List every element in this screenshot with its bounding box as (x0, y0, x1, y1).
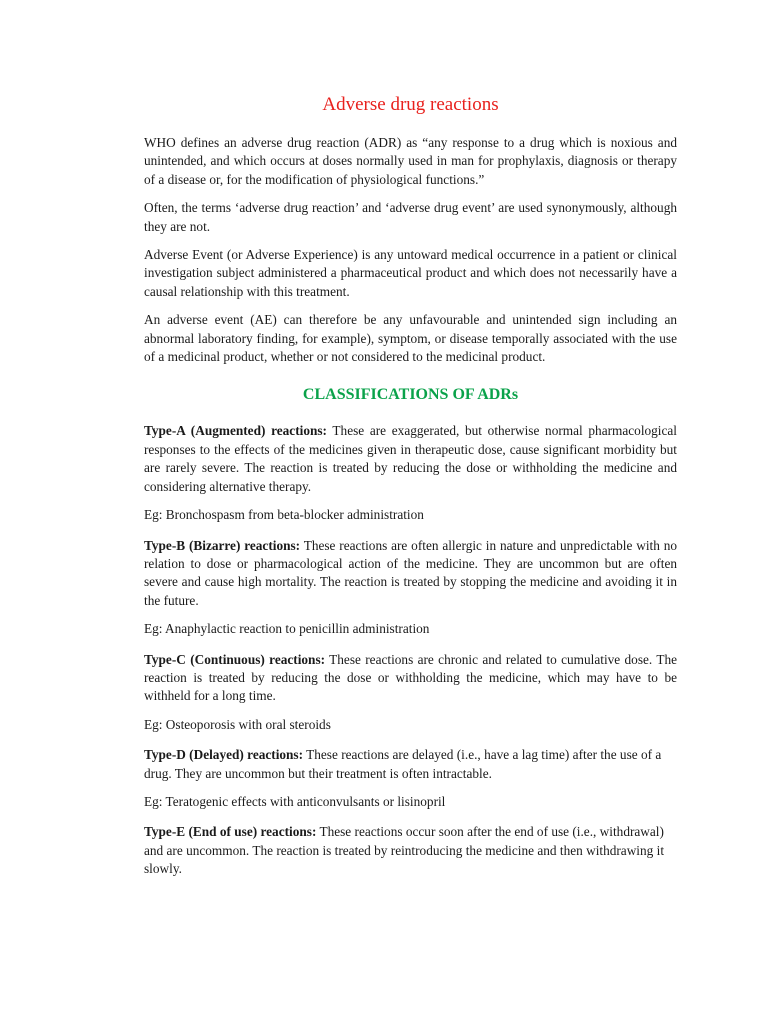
document-page (144, 92, 677, 889)
type-c-term: Type-C (Continuous) reactions: (144, 651, 326, 667)
type-c-paragraph (144, 651, 677, 706)
type-b-example: Eg: Anaphylactic reaction to penicillin administration (144, 621, 430, 637)
type-c-description: These reactions are chronic and related to cumulative dose. The reaction is treated by reducing the dose or withholding the medicine, which may have to be withheld for a long time. (144, 651, 677, 704)
type-c-example: Eg: Osteoporosis with oral steroids (144, 716, 331, 732)
intro-paragraph-1: WHO defines an adverse drug reaction (ADR) as “any response to a drug which is noxious and unintended, and which occurs at doses normally used in man for prophylaxis, diagnosis or therapy of a disease or, for the modification of physiological functions.” (144, 135, 677, 187)
classifications-heading: CLASSIFICATIONS OF ADRs (302, 386, 519, 404)
type-d-description: These reactions are delayed (i.e., have a lag time) after the use of a drug. They are uncommon but their treatment is often intractable. (144, 747, 662, 781)
type-e-paragraph (144, 823, 677, 878)
document-title: Adverse drug reactions (322, 94, 499, 115)
type-d-paragraph (144, 746, 677, 783)
type-d-term: Type-D (Delayed) reactions: (144, 747, 304, 763)
type-b-paragraph (144, 537, 677, 611)
type-a-term: Type-A (Augmented) reactions: (144, 423, 327, 439)
type-e-term: Type-E (End of use) reactions: (144, 824, 317, 840)
intro-paragraph-4: An adverse event (AE) can therefore be any unfavourable and unintended sign including an abnormal laboratory finding, for example), symptom, or disease temporally associated with the use of a medicinal product, whether or not considered to the medicinal product. (144, 312, 677, 365)
type-a-paragraph (144, 422, 677, 496)
intro-paragraph-2: Often, the terms ‘adverse drug reaction’ and ‘adverse drug event’ are used synonymously, although they are not. (144, 200, 677, 234)
type-a-description: These are exaggerated, but otherwise normal pharmacological responses to the effects of the medicines given in therapeutic dose, cause significant morbidity but are rarely severe. The reaction is treated by reducing the dose or withholding the medicine and considering alternative therapy. (144, 423, 678, 494)
type-a-example: Eg: Bronchospasm from beta-blocker administration (144, 507, 424, 523)
type-e-description: These reactions occur soon after the end of use (i.e., withdrawal) and are uncommon. The reaction is treated by reintroducing the medicine and then withdrawing it slowly. (144, 824, 665, 877)
type-b-description: These reactions are often allergic in nature and unpredictable with no relation to dose or pharmacological action of the medicine. They are uncommon but are often severe and cause high mortality. The reaction is treated by stopping the medicine and avoiding it in the future. (144, 537, 677, 608)
type-d-example: Eg: Teratogenic effects with anticonvulsants or lisinopril (144, 793, 446, 809)
intro-paragraph-3: Adverse Event (or Adverse Experience) is any untoward medical occurrence in a patient or clinical investigation subject administered a pharmaceutical product and which does not necessarily have a causal relationship with this treatment. (144, 247, 677, 299)
type-b-term: Type-B (Bizarre) reactions: (144, 537, 301, 553)
